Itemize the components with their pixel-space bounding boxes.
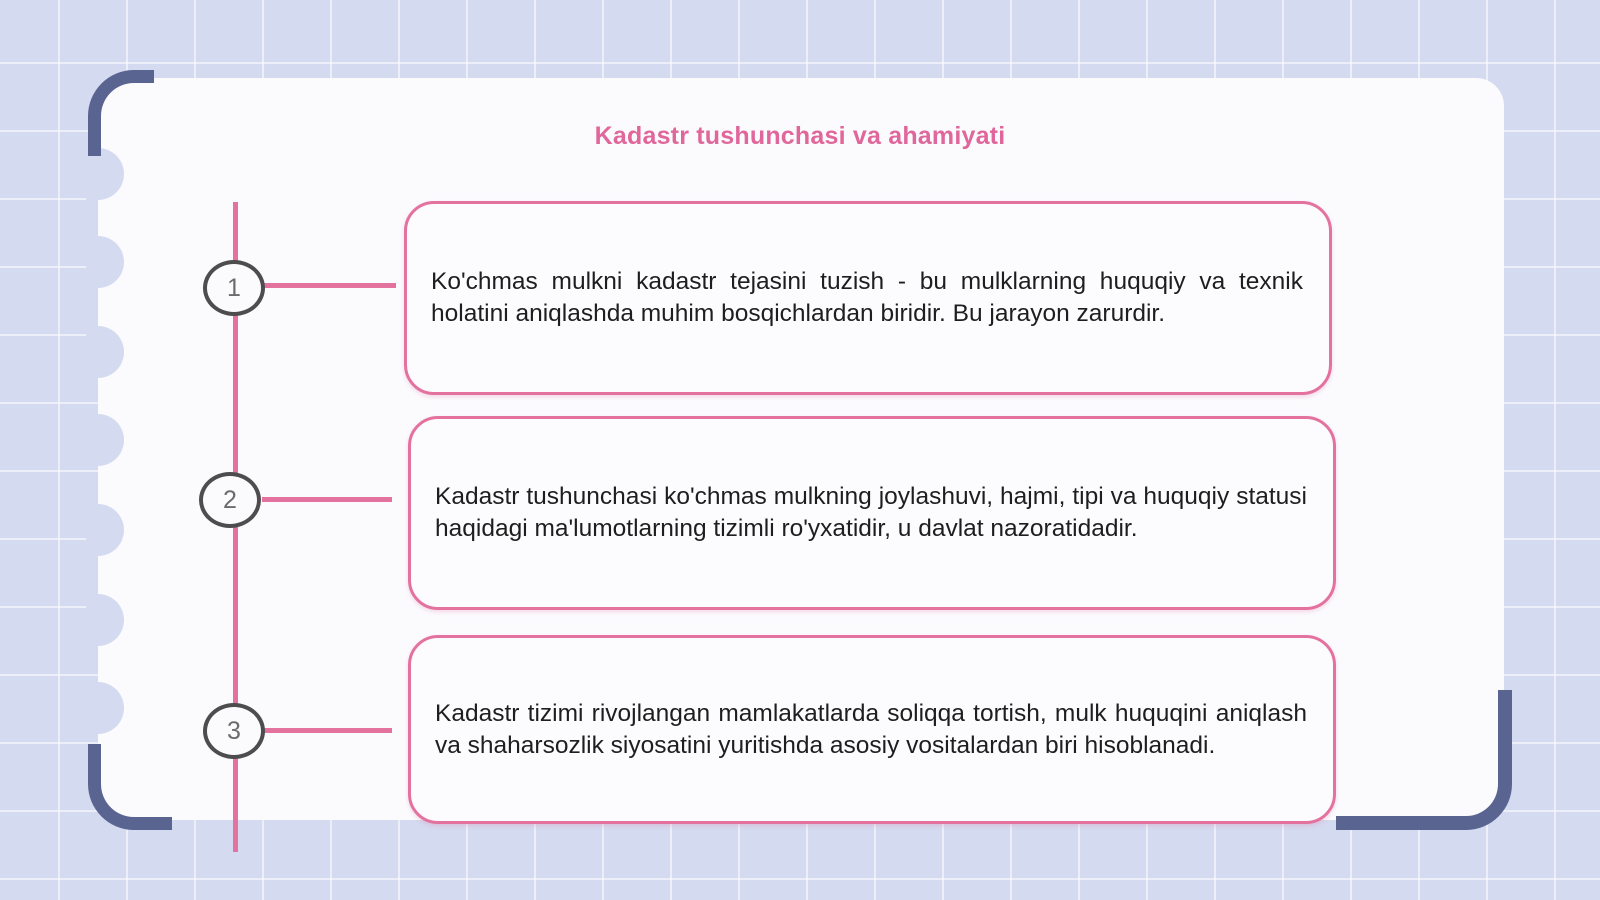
step-card bbox=[408, 635, 1336, 824]
step-text: Ko'chmas mulkni kadastr tejasini tuzish - bu mulklarning huquqiy va texnik holatini aniqlashda muhim bosqichlardan biridir. Bu jarayon zarurdir. bbox=[431, 268, 1303, 327]
step-card bbox=[404, 201, 1332, 395]
slide-title: Kadastr tushunchasi va ahamiyati bbox=[594, 122, 1006, 150]
step-number-badge: 1 bbox=[203, 260, 265, 316]
step-connector bbox=[262, 497, 392, 502]
step-number-badge: 3 bbox=[203, 703, 265, 759]
step-card bbox=[408, 416, 1336, 610]
corner-bracket-bottom-left bbox=[88, 744, 172, 830]
step-text: Kadastr tizimi rivojlangan mamlakatlarda soliqqa tortish, mulk huquqini aniqlash va shaharsozlik siyosatini yuritishda asosiy vositalardan biri hisoblanadi. bbox=[435, 699, 1307, 759]
step-connector bbox=[264, 283, 396, 288]
corner-bracket-bottom-right bbox=[1336, 690, 1512, 830]
step-connector bbox=[264, 728, 392, 733]
step-number-badge: 2 bbox=[199, 472, 261, 528]
corner-bracket-top-left bbox=[88, 70, 154, 156]
step-text: Kadastr tushunchasi ko'chmas mulkning joylashuvi, hajmi, tipi va huquqiy statusi haqidagi ma'lumotlarning tizimli ro'yxatidir, u davlat nazoratidadir. bbox=[435, 483, 1307, 542]
